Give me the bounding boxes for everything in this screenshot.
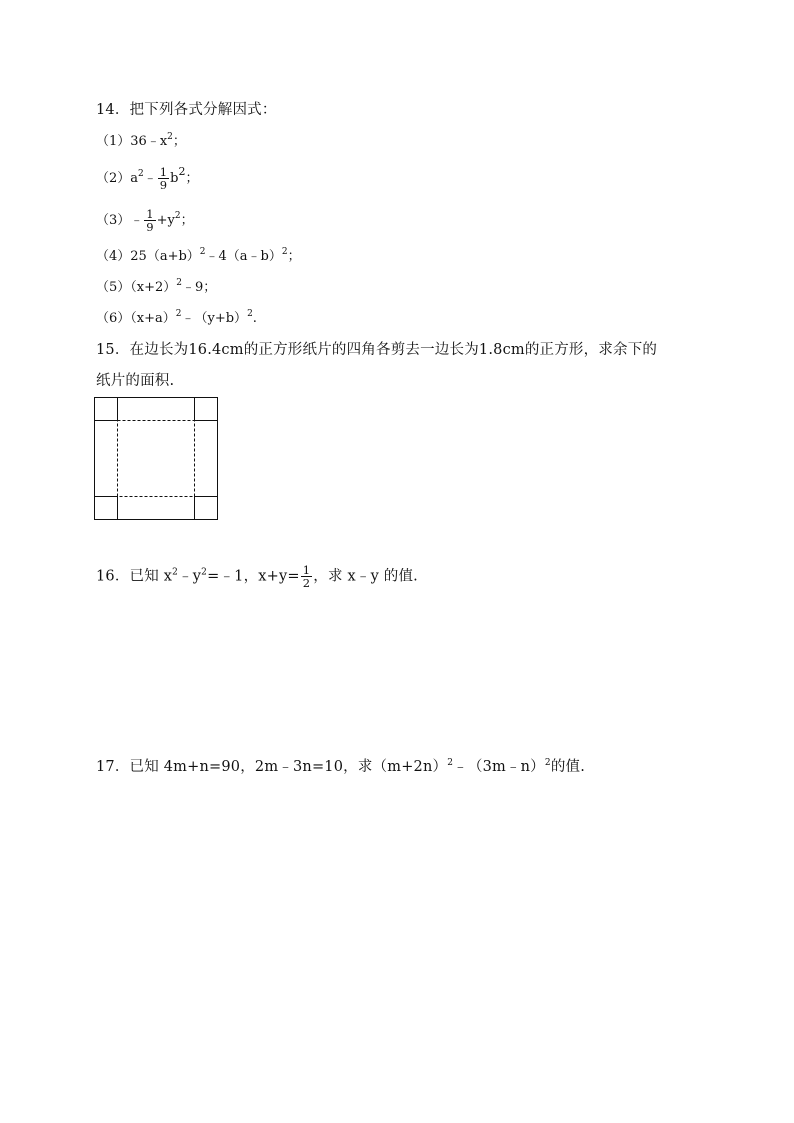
expression: 36﹣x	[130, 134, 168, 149]
corner-square-top-left	[95, 398, 118, 421]
text: ﹣y	[178, 568, 202, 585]
q14-part-3	[96, 208, 194, 233]
q14-part-4	[96, 247, 301, 267]
q14-part-6	[96, 309, 257, 329]
text: 17．已知 4m+n=90，2m﹣3n=10，求（m+2n）	[96, 759, 448, 775]
expression: +y	[156, 213, 175, 228]
expression: a	[130, 171, 139, 186]
part-label: （4）	[96, 249, 131, 264]
exponent: 2	[544, 758, 551, 768]
expression: ﹣4（a﹣b）	[205, 249, 282, 264]
corner-square-bottom-right	[195, 497, 218, 520]
exponent: 2	[175, 309, 182, 319]
outer-square	[95, 398, 218, 520]
numerator: 1	[302, 563, 311, 577]
punctuation: ；	[180, 213, 194, 228]
exponent: 2	[174, 211, 181, 221]
q15-line-2: 纸片的面积.	[96, 373, 175, 389]
expression: （x+2）	[130, 280, 177, 295]
dashed-fold-square	[118, 421, 195, 497]
part-label: （5）	[96, 280, 131, 295]
exponent: 2	[172, 567, 179, 578]
fraction	[144, 208, 155, 233]
fraction	[301, 564, 313, 589]
punctuation: ；	[172, 134, 186, 149]
part-label: （2）	[96, 171, 131, 186]
square-paper-figure	[94, 397, 220, 523]
corner-square-top-right	[195, 398, 218, 421]
corner-square-bottom-left	[95, 497, 118, 520]
exponent: 2	[247, 309, 253, 319]
text: 的值.	[550, 759, 586, 775]
exponent: 2	[138, 169, 144, 179]
variable: b	[170, 171, 179, 186]
expression: 25（a+b）	[130, 249, 200, 264]
exponent: 2	[281, 247, 288, 257]
numerator: 1	[146, 207, 154, 221]
expression: （x+a）	[130, 311, 176, 326]
text: =﹣1，x+y=	[207, 568, 300, 585]
text: 16．已知 x	[96, 568, 173, 585]
part-label: （1）	[96, 134, 131, 149]
part-label: （3）	[96, 213, 131, 228]
q14-part-5	[96, 278, 216, 298]
punctuation: .	[252, 311, 257, 326]
punctuation: ；	[185, 171, 199, 186]
exponent: 2	[176, 278, 183, 288]
denominator: 9	[146, 220, 154, 234]
exponent: 2	[178, 165, 186, 178]
minus-sign: ﹣	[143, 171, 157, 186]
exponent: 2	[201, 567, 208, 578]
q14-title: 14．把下列各式分解因式：	[96, 102, 277, 118]
exponent: 2	[447, 758, 454, 768]
text: ﹣（3m﹣n）	[453, 759, 545, 775]
fraction	[158, 166, 169, 191]
denominator: 9	[159, 178, 168, 192]
q17	[96, 757, 585, 777]
part-label: （6）	[96, 311, 131, 326]
q15-line-1: 15．在边长为16.4cm的正方形纸片的四角各剪去一边长为1.8cm的正方形，求余下的	[96, 342, 658, 358]
exponent: 2	[199, 247, 206, 257]
expression: ﹣（y+b）	[181, 311, 248, 326]
denominator: 2	[302, 576, 311, 590]
exponent: 2	[167, 132, 173, 142]
punctuation: ；	[287, 249, 301, 264]
numerator: 1	[159, 165, 168, 179]
q14-part-1	[96, 132, 186, 152]
text: ，求 x﹣y 的值.	[313, 568, 418, 585]
minus-sign: ﹣	[130, 213, 144, 228]
expression: ﹣9；	[182, 280, 217, 295]
q14-part-2	[96, 166, 198, 191]
q16	[96, 564, 418, 589]
